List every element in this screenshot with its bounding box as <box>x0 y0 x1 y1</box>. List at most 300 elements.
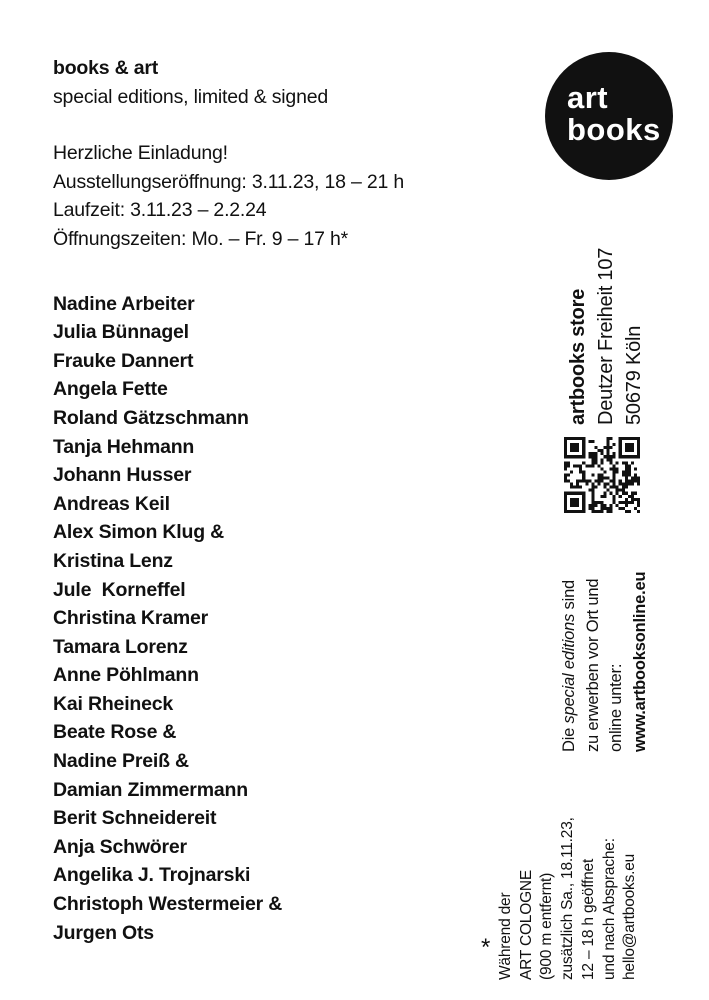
qr-module <box>570 486 573 489</box>
qr-module <box>597 480 600 483</box>
qr-module <box>576 483 579 486</box>
qr-module <box>582 452 585 455</box>
artist-list <box>53 290 513 948</box>
qr-module <box>619 440 622 443</box>
qr-module <box>637 446 640 449</box>
qr-module <box>634 473 637 476</box>
qr-module <box>600 507 603 510</box>
qr-module <box>576 501 579 504</box>
qr-module <box>604 504 607 507</box>
qr-module <box>622 437 625 440</box>
qr-module <box>631 477 634 480</box>
qr-module <box>600 495 603 498</box>
qr-module <box>573 464 576 467</box>
qr-module <box>631 455 634 458</box>
qr-module <box>576 455 579 458</box>
qr-module <box>597 483 600 486</box>
spacer <box>53 111 513 139</box>
online-note-emphasis: special editions <box>560 613 578 724</box>
qr-module <box>582 510 585 513</box>
qr-module <box>604 507 607 510</box>
qr-module <box>616 504 619 507</box>
artist-name: Berit Schneidereit <box>53 807 217 830</box>
qr-module <box>610 461 613 464</box>
qr-module <box>591 483 594 486</box>
qr-module <box>582 504 585 507</box>
artist-name: Roland Gätzschmann <box>53 406 249 429</box>
qr-module <box>573 498 576 501</box>
qr-module <box>582 470 585 473</box>
qr-module <box>585 483 588 486</box>
qr-module <box>585 480 588 483</box>
footnote-line: 12 – 18 h geöffnet <box>579 858 597 980</box>
qr-module <box>610 486 613 489</box>
qr-module <box>628 443 631 446</box>
qr-module <box>619 480 622 483</box>
qr-module <box>579 492 582 495</box>
qr-module <box>619 437 622 440</box>
qr-module <box>619 501 622 504</box>
artist-name: Johann Husser <box>53 464 192 487</box>
qr-module <box>616 461 619 464</box>
qr-module <box>594 452 597 455</box>
qr-module <box>607 440 610 443</box>
qr-module <box>607 477 610 480</box>
qr-module <box>564 480 567 483</box>
qr-module <box>634 437 637 440</box>
qr-module <box>597 510 600 513</box>
email-link[interactable]: hello@artbooks.eu <box>621 853 639 980</box>
qr-module <box>573 486 576 489</box>
artist-name: Anne Pöhlmann <box>53 664 199 687</box>
qr-module <box>600 461 603 464</box>
qr-module <box>564 473 567 476</box>
qr-module <box>613 477 616 480</box>
qr-module <box>591 464 594 467</box>
artist-name: Alex Simon Klug & <box>53 521 225 544</box>
qr-module <box>634 480 637 483</box>
qr-module <box>579 510 582 513</box>
qr-module <box>625 504 628 507</box>
qr-module <box>582 498 585 501</box>
qr-module <box>619 507 622 510</box>
qr-module <box>591 473 594 476</box>
qr-module <box>625 486 628 489</box>
qr-module <box>600 467 603 470</box>
qr-module <box>600 452 603 455</box>
qr-module <box>631 492 634 495</box>
qr-module <box>576 480 579 483</box>
artist-name: Angelika J. Trojnarski <box>53 864 251 887</box>
qr-module <box>637 498 640 501</box>
footnote-line: und nach Absprache: <box>600 838 618 980</box>
qr-module <box>622 489 625 492</box>
spacer <box>53 254 513 290</box>
qr-module <box>570 437 573 440</box>
qr-module <box>579 467 582 470</box>
qr-module <box>588 464 591 467</box>
qr-module <box>594 504 597 507</box>
qr-module <box>625 492 628 495</box>
qr-module <box>579 470 582 473</box>
qr-module <box>591 501 594 504</box>
qr-module <box>613 501 616 504</box>
qr-module <box>625 477 628 480</box>
qr-module <box>625 437 628 440</box>
artist-name: Kristina Lenz <box>53 549 173 572</box>
qr-module <box>637 480 640 483</box>
qr-module <box>631 495 634 498</box>
artist-name: Christoph Westermeier & <box>53 893 283 916</box>
online-note-line1 <box>558 572 582 752</box>
qr-module <box>576 486 579 489</box>
qr-module <box>579 437 582 440</box>
footnote-line: Während der <box>497 892 514 980</box>
qr-module <box>582 440 585 443</box>
artist-name: Andreas Keil <box>53 492 170 515</box>
qr-module <box>625 473 628 476</box>
qr-module <box>591 492 594 495</box>
qr-module <box>582 449 585 452</box>
qr-module <box>570 510 573 513</box>
qr-module <box>579 464 582 467</box>
artist-name: Tamara Lorenz <box>53 635 188 658</box>
qr-module <box>573 504 576 507</box>
qr-module <box>631 483 634 486</box>
qr-module <box>613 452 616 455</box>
qr-module <box>573 492 576 495</box>
qr-module <box>637 477 640 480</box>
qr-module <box>594 486 597 489</box>
qr-module <box>594 458 597 461</box>
qr-module <box>628 510 631 513</box>
qr-module <box>591 498 594 501</box>
qr-module <box>564 464 567 467</box>
qr-module <box>564 455 567 458</box>
artist-name: Kai Rheineck <box>53 692 174 715</box>
qr-module <box>570 504 573 507</box>
qr-code-icon[interactable] <box>564 437 640 513</box>
qr-module <box>628 464 631 467</box>
qr-module <box>573 510 576 513</box>
qr-module <box>631 498 634 501</box>
qr-module <box>634 498 637 501</box>
qr-module <box>591 461 594 464</box>
qr-module <box>625 510 628 513</box>
qr-module <box>607 455 610 458</box>
qr-module <box>591 489 594 492</box>
qr-module <box>604 446 607 449</box>
qr-module <box>607 437 610 440</box>
qr-module <box>573 449 576 452</box>
qr-module <box>607 510 610 513</box>
qr-module <box>625 446 628 449</box>
qr-module <box>585 464 588 467</box>
qr-module <box>570 449 573 452</box>
qr-module <box>582 507 585 510</box>
qr-module <box>564 440 567 443</box>
qr-module <box>607 458 610 461</box>
qr-module <box>576 498 579 501</box>
qr-module <box>567 461 570 464</box>
qr-module <box>570 446 573 449</box>
qr-module <box>600 501 603 504</box>
qr-module <box>588 507 591 510</box>
online-note-post: sind <box>560 579 578 614</box>
qr-module <box>582 480 585 483</box>
qr-module <box>567 473 570 476</box>
invitation-duration: Laufzeit: 3.11.23 – 2.2.24 <box>53 199 267 222</box>
qr-module <box>570 443 573 446</box>
qr-module <box>625 464 628 467</box>
qr-module <box>631 461 634 464</box>
qr-module <box>588 452 591 455</box>
qr-module <box>591 458 594 461</box>
qr-module <box>604 483 607 486</box>
artist-name: Damian Zimmermann <box>53 778 248 801</box>
qr-module <box>564 501 567 504</box>
qr-module <box>564 504 567 507</box>
qr-module <box>582 473 585 476</box>
qr-module <box>628 467 631 470</box>
qr-module <box>591 486 594 489</box>
artist-name: Jule Korneffel <box>53 578 186 601</box>
qr-module <box>625 483 628 486</box>
qr-module <box>628 437 631 440</box>
qr-module <box>600 480 603 483</box>
qr-module <box>597 473 600 476</box>
qr-module <box>634 507 637 510</box>
qr-module <box>567 492 570 495</box>
qr-module <box>591 452 594 455</box>
footnote <box>496 817 641 980</box>
qr-module <box>622 483 625 486</box>
qr-module <box>613 455 616 458</box>
qr-module <box>631 501 634 504</box>
logo-line-books: books <box>567 112 661 147</box>
qr-module <box>625 455 628 458</box>
qr-module <box>564 449 567 452</box>
qr-module <box>622 507 625 510</box>
qr-module <box>567 437 570 440</box>
qr-module <box>588 455 591 458</box>
qr-module <box>570 455 573 458</box>
qr-module <box>570 492 573 495</box>
qr-module <box>622 501 625 504</box>
online-note-line2: zu erwerben vor Ort und <box>583 578 602 752</box>
qr-module <box>610 504 613 507</box>
qr-module <box>619 443 622 446</box>
qr-module <box>573 501 576 504</box>
qr-module <box>576 510 579 513</box>
qr-module <box>613 483 616 486</box>
qr-module <box>582 446 585 449</box>
qr-module <box>613 473 616 476</box>
qr-module <box>576 446 579 449</box>
qr-module <box>594 480 597 483</box>
qr-module <box>576 492 579 495</box>
qr-module <box>610 446 613 449</box>
qr-module <box>628 495 631 498</box>
qr-module <box>628 480 631 483</box>
qr-module <box>588 480 591 483</box>
qr-module <box>597 501 600 504</box>
qr-module <box>564 507 567 510</box>
qr-module <box>619 489 622 492</box>
qr-module <box>610 492 613 495</box>
qr-module <box>582 455 585 458</box>
qr-module <box>573 437 576 440</box>
qr-module <box>591 507 594 510</box>
qr-module <box>610 458 613 461</box>
footnote-line: zusätzlich Sa., 18.11.23, <box>559 817 577 980</box>
footnote-line: ART COLOGNE <box>517 869 535 980</box>
qr-module <box>582 495 585 498</box>
qr-module <box>607 443 610 446</box>
qr-module <box>588 489 591 492</box>
online-note-line3: online unter: <box>607 663 625 752</box>
qr-module <box>625 443 628 446</box>
qr-module <box>625 501 628 504</box>
qr-module <box>579 486 582 489</box>
qr-module <box>567 455 570 458</box>
qr-module <box>613 486 616 489</box>
website-link[interactable]: www.artbooksonline.eu <box>630 571 649 752</box>
qr-module <box>637 437 640 440</box>
footnote-line: (900 m entfernt) <box>538 872 556 980</box>
artist-name: Frauke Dannert <box>53 349 194 372</box>
online-note <box>558 572 652 752</box>
qr-module <box>582 443 585 446</box>
qr-module <box>616 470 619 473</box>
qr-module <box>570 501 573 504</box>
online-note-pre: Die <box>560 723 578 752</box>
qr-module <box>637 449 640 452</box>
qr-module <box>610 467 613 470</box>
artist-name: Christina Kramer <box>53 607 209 630</box>
qr-module <box>622 492 625 495</box>
store-address <box>564 248 648 425</box>
qr-module <box>631 480 634 483</box>
qr-module <box>594 510 597 513</box>
qr-module <box>564 492 567 495</box>
qr-module <box>564 495 567 498</box>
qr-module <box>613 498 616 501</box>
invitation-greeting: Herzliche Einladung! <box>53 142 228 165</box>
qr-module <box>625 470 628 473</box>
qr-module <box>579 455 582 458</box>
qr-module <box>637 443 640 446</box>
qr-module <box>591 440 594 443</box>
qr-module <box>613 443 616 446</box>
artist-name: Angela Fette <box>53 378 168 401</box>
qr-module <box>616 489 619 492</box>
qr-module <box>591 510 594 513</box>
qr-module <box>616 486 619 489</box>
qr-module <box>604 486 607 489</box>
qr-module <box>600 458 603 461</box>
qr-module <box>616 492 619 495</box>
qr-module <box>631 449 634 452</box>
qr-module <box>576 437 579 440</box>
qr-module <box>634 467 637 470</box>
qr-module <box>613 464 616 467</box>
qr-module <box>637 452 640 455</box>
header-title: books & art <box>53 57 159 79</box>
artist-name: Tanja Hehmann <box>53 435 195 458</box>
qr-module <box>600 449 603 452</box>
qr-module <box>579 480 582 483</box>
qr-module <box>564 452 567 455</box>
qr-module <box>607 507 610 510</box>
qr-module <box>619 452 622 455</box>
qr-module <box>610 507 613 510</box>
qr-module <box>628 470 631 473</box>
qr-module <box>564 477 567 480</box>
qr-module <box>594 461 597 464</box>
qr-module <box>594 501 597 504</box>
store-city: 50679 Köln <box>623 325 645 425</box>
qr-module <box>604 470 607 473</box>
qr-module <box>613 480 616 483</box>
qr-module <box>619 449 622 452</box>
qr-module <box>610 437 613 440</box>
store-street: Deutzer Freiheit 107 <box>595 247 617 425</box>
qr-module <box>582 461 585 464</box>
qr-module <box>613 467 616 470</box>
qr-module <box>610 480 613 483</box>
qr-module <box>604 455 607 458</box>
qr-module <box>637 483 640 486</box>
qr-module <box>604 492 607 495</box>
qr-module <box>564 467 567 470</box>
qr-module <box>573 446 576 449</box>
qr-module <box>594 455 597 458</box>
qr-module <box>628 446 631 449</box>
logo-line-art: art <box>567 80 609 115</box>
qr-module <box>622 470 625 473</box>
qr-module <box>588 504 591 507</box>
qr-module <box>637 501 640 504</box>
qr-module <box>591 504 594 507</box>
qr-module <box>564 461 567 464</box>
qr-module <box>622 473 625 476</box>
qr-module <box>631 446 634 449</box>
qr-module <box>622 486 625 489</box>
qr-module <box>610 510 613 513</box>
qr-module <box>591 495 594 498</box>
qr-module <box>628 455 631 458</box>
qr-module <box>637 440 640 443</box>
qr-module <box>567 464 570 467</box>
qr-module <box>591 455 594 458</box>
artist-name: Nadine Arbeiter <box>53 292 195 315</box>
qr-module <box>604 495 607 498</box>
artist-name: Julia Bünnagel <box>53 321 189 344</box>
qr-module <box>622 455 625 458</box>
qr-module <box>570 470 573 473</box>
qr-module <box>564 437 567 440</box>
left-column <box>53 54 513 947</box>
qr-module <box>613 470 616 473</box>
qr-module <box>607 446 610 449</box>
qr-module <box>576 504 579 507</box>
qr-module <box>607 489 610 492</box>
qr-module <box>631 443 634 446</box>
artist-name: Beate Rose & <box>53 721 177 744</box>
qr-module <box>564 498 567 501</box>
qr-module <box>570 498 573 501</box>
